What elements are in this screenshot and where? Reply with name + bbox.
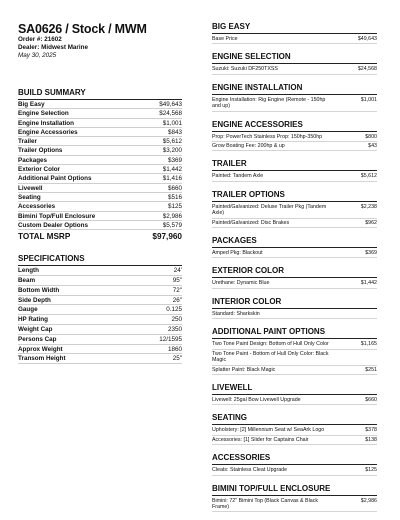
option-price: $2,986 xyxy=(360,497,377,504)
spec-row xyxy=(18,276,182,286)
spec-row xyxy=(18,305,182,315)
option-item xyxy=(212,396,377,405)
option-item xyxy=(212,497,377,513)
specifications xyxy=(18,254,182,364)
option-section-heading: INTERIOR COLOR xyxy=(212,297,377,309)
option-description: Urethane: Dynamic Blue xyxy=(212,280,270,287)
option-price: $962 xyxy=(365,219,377,226)
spec-value: 1860 xyxy=(167,345,182,353)
row-label: Engine Accessories xyxy=(18,128,78,136)
option-price: $2,238 xyxy=(360,203,377,210)
option-item xyxy=(212,350,377,366)
spec-label: Gauge xyxy=(18,306,38,314)
option-price: $1,165 xyxy=(360,341,377,348)
option-section-heading: ENGINE INSTALLATION xyxy=(212,83,377,95)
option-price: $49,643 xyxy=(357,36,377,42)
option-description: Painted/Galvanized: Deluxe Trailer Pkg (Tandem Axle) xyxy=(212,203,327,217)
option-section xyxy=(212,120,377,152)
option-section xyxy=(212,52,377,74)
spec-value: 25" xyxy=(172,355,182,363)
option-item xyxy=(212,142,377,151)
option-item xyxy=(212,172,377,181)
row-label: Big Easy xyxy=(18,101,45,108)
build-summary-row xyxy=(18,212,182,221)
row-label: Engine Selection xyxy=(18,110,69,118)
option-description: Base Price xyxy=(212,36,238,42)
order-date: May 30, 2025 xyxy=(18,52,57,59)
spec-value: 24' xyxy=(173,267,182,275)
option-section-heading: PACKAGES xyxy=(212,236,377,248)
option-item xyxy=(212,96,377,112)
spec-value: 0.125 xyxy=(166,306,182,314)
spec-label: Beam xyxy=(18,276,36,284)
option-section-heading: TRAILER xyxy=(212,159,377,171)
option-section-heading: BIMINI TOP/FULL ENCLOSURE xyxy=(212,484,377,496)
build-summary-row xyxy=(18,156,182,165)
option-section-heading: SEATING xyxy=(212,413,377,425)
spec-label: Length xyxy=(18,267,39,275)
option-section xyxy=(212,190,377,228)
build-summary-row xyxy=(18,119,182,128)
spec-label: Approx Weight xyxy=(18,345,63,353)
spec-row xyxy=(18,354,182,364)
row-value: $49,643 xyxy=(159,101,182,108)
option-price: $251 xyxy=(365,366,377,373)
option-item xyxy=(212,310,377,319)
option-section xyxy=(212,236,377,258)
option-item xyxy=(212,249,377,258)
spec-value: 26" xyxy=(172,296,182,304)
option-description: Accessories: [1] Slider for Captains Chair xyxy=(212,436,309,443)
option-item xyxy=(212,133,377,142)
option-price: $24,568 xyxy=(357,66,377,73)
build-summary-heading: BUILD SUMMARY xyxy=(18,88,182,100)
option-section xyxy=(212,22,377,44)
row-label: Seating xyxy=(18,193,41,201)
option-section xyxy=(212,413,377,445)
build-summary-row xyxy=(18,193,182,202)
build-summary xyxy=(18,88,182,242)
specifications-heading: SPECIFICATIONS xyxy=(18,254,182,266)
spec-row xyxy=(18,315,182,325)
specification-rows xyxy=(18,266,182,364)
row-label: Trailer Options xyxy=(18,147,63,155)
option-section xyxy=(212,383,377,405)
row-label: Engine Installation xyxy=(18,119,74,127)
spec-row xyxy=(18,345,182,355)
option-item xyxy=(212,366,377,375)
option-description: Painted/Galvanized: Disc Brakes xyxy=(212,219,290,226)
option-description: Cleats: Stainless Cleat Upgrade xyxy=(212,467,288,474)
spec-label: Side Depth xyxy=(18,296,51,304)
option-item xyxy=(212,466,377,475)
spec-row xyxy=(18,335,182,345)
row-value: $1,442 xyxy=(162,166,182,174)
spec-value: 72" xyxy=(172,286,182,294)
option-price: $125 xyxy=(365,467,377,474)
row-label: Accessories xyxy=(18,203,56,211)
option-item xyxy=(212,279,377,288)
spec-label: Persons Cap xyxy=(18,335,57,343)
spec-row xyxy=(18,266,182,276)
option-description: Suzuki: Suzuki DF250TXSS xyxy=(212,66,278,73)
row-label: Additional Paint Options xyxy=(18,175,92,183)
option-description: Engine Installation: Rig Engine (Remote - 150hp and up) xyxy=(212,96,326,110)
spec-value: 250 xyxy=(171,316,182,324)
build-summary-row xyxy=(18,128,182,137)
row-value: $516 xyxy=(167,193,182,201)
option-section xyxy=(212,266,377,288)
left-column xyxy=(18,22,182,364)
option-section-heading: ENGINE ACCESSORIES xyxy=(212,120,377,132)
option-section-heading: TRAILER OPTIONS xyxy=(212,190,377,202)
total-msrp-label: TOTAL MSRP xyxy=(18,232,71,242)
option-description: Painted: Tandem Axle xyxy=(212,173,264,180)
option-price: $5,612 xyxy=(360,173,377,180)
option-section-heading: ENGINE SELECTION xyxy=(212,52,377,64)
spec-value: 12/1595 xyxy=(159,335,182,343)
dealer-name: Dealer: Midwest Marine xyxy=(18,44,88,51)
total-msrp-row xyxy=(18,232,182,242)
option-section xyxy=(212,159,377,181)
spec-row xyxy=(18,296,182,306)
build-summary-row xyxy=(18,146,182,155)
option-section xyxy=(212,327,377,375)
row-value: $660 xyxy=(167,184,182,192)
option-price: $660 xyxy=(365,396,377,403)
option-price: $800 xyxy=(365,133,377,140)
row-label: Bimini Top/Full Enclosure xyxy=(18,212,96,220)
option-price: $1,442 xyxy=(360,280,377,287)
spec-value: 95" xyxy=(172,276,182,284)
option-section xyxy=(212,453,377,475)
option-item xyxy=(212,203,377,219)
option-description: Two Tone Paint Design: Bottom of Hull Only Color xyxy=(212,341,329,348)
option-item xyxy=(212,426,377,435)
row-label: Packages xyxy=(18,156,48,164)
option-section xyxy=(212,297,377,319)
spec-label: Transom Height xyxy=(18,355,66,363)
row-value: $5,612 xyxy=(162,138,182,146)
build-summary-row xyxy=(18,184,182,193)
option-section-heading: LIVEWELL xyxy=(212,383,377,395)
option-item xyxy=(212,436,377,445)
option-description: Upholstery: [2] Millennium Seat w/ SeaArk Logo xyxy=(212,427,325,434)
option-price: $43 xyxy=(368,143,377,150)
option-section xyxy=(212,83,377,112)
row-value: $843 xyxy=(167,128,182,136)
row-value: $1,001 xyxy=(162,119,182,127)
total-msrp-value: $97,960 xyxy=(152,232,182,242)
build-summary-rows xyxy=(18,100,182,230)
spec-row xyxy=(18,286,182,296)
option-item xyxy=(212,340,377,349)
row-label: Custom Dealer Options xyxy=(18,221,88,229)
spec-label: Bottom Width xyxy=(18,286,60,294)
row-value: $1,416 xyxy=(162,175,182,183)
spec-label: HP Rating xyxy=(18,316,48,324)
option-description: Grow Boating Fee: 200hp & up xyxy=(212,143,285,150)
row-value: $5,579 xyxy=(162,221,182,229)
option-description: Livewell: 25gal Bow Livewell Upgrade xyxy=(212,396,301,403)
option-price: $138 xyxy=(365,436,377,443)
option-description: Amped Pkg: Blackout xyxy=(212,250,263,257)
option-item xyxy=(212,219,377,228)
option-description: Prop: PowerTech Stainless Prop: 150hp-350hp xyxy=(212,133,323,140)
option-item xyxy=(212,65,377,74)
build-summary-row xyxy=(18,165,182,174)
option-description: Two Tone Paint - Bottom of Hull Only Color: Black Magic xyxy=(212,350,329,364)
build-summary-row xyxy=(18,137,182,146)
row-value: $369 xyxy=(167,156,182,164)
build-summary-row xyxy=(18,174,182,183)
option-price: $369 xyxy=(365,250,377,257)
row-value: $125 xyxy=(167,203,182,211)
spec-value: 2350 xyxy=(167,325,182,333)
build-summary-row xyxy=(18,221,182,230)
build-summary-row xyxy=(18,109,182,118)
order-title: SA0626 / Stock / MWM xyxy=(18,22,147,36)
order-number: Order #: 21602 xyxy=(18,36,62,43)
row-value: $24,568 xyxy=(159,110,182,118)
build-summary-row xyxy=(18,202,182,211)
row-label: Exterior Color xyxy=(18,166,60,174)
row-label: Livewell xyxy=(18,184,43,192)
option-price: $378 xyxy=(365,427,377,434)
option-description: Bimini: 72" Bimini Top (Black Canvas & Black Frame) xyxy=(212,497,318,510)
row-value: $3,200 xyxy=(162,147,182,155)
option-description: Standard: Sharkskin xyxy=(212,310,260,317)
spec-row xyxy=(18,325,182,335)
option-section-heading: ADDITIONAL PAINT OPTIONS xyxy=(212,327,377,339)
option-section xyxy=(212,484,377,513)
option-section-heading: BIG EASY xyxy=(212,22,377,34)
option-description: Splatter Paint: Black Magic xyxy=(212,366,276,373)
option-price: $1,001 xyxy=(360,96,377,103)
option-item xyxy=(212,35,377,44)
right-column xyxy=(212,22,377,520)
spec-label: Weight Cap xyxy=(18,325,53,333)
row-value: $2,986 xyxy=(162,212,182,220)
option-section-heading: ACCESSORIES xyxy=(212,453,377,465)
build-summary-row xyxy=(18,100,182,109)
row-label: Trailer xyxy=(18,138,37,146)
option-section-heading: EXTERIOR COLOR xyxy=(212,266,377,278)
